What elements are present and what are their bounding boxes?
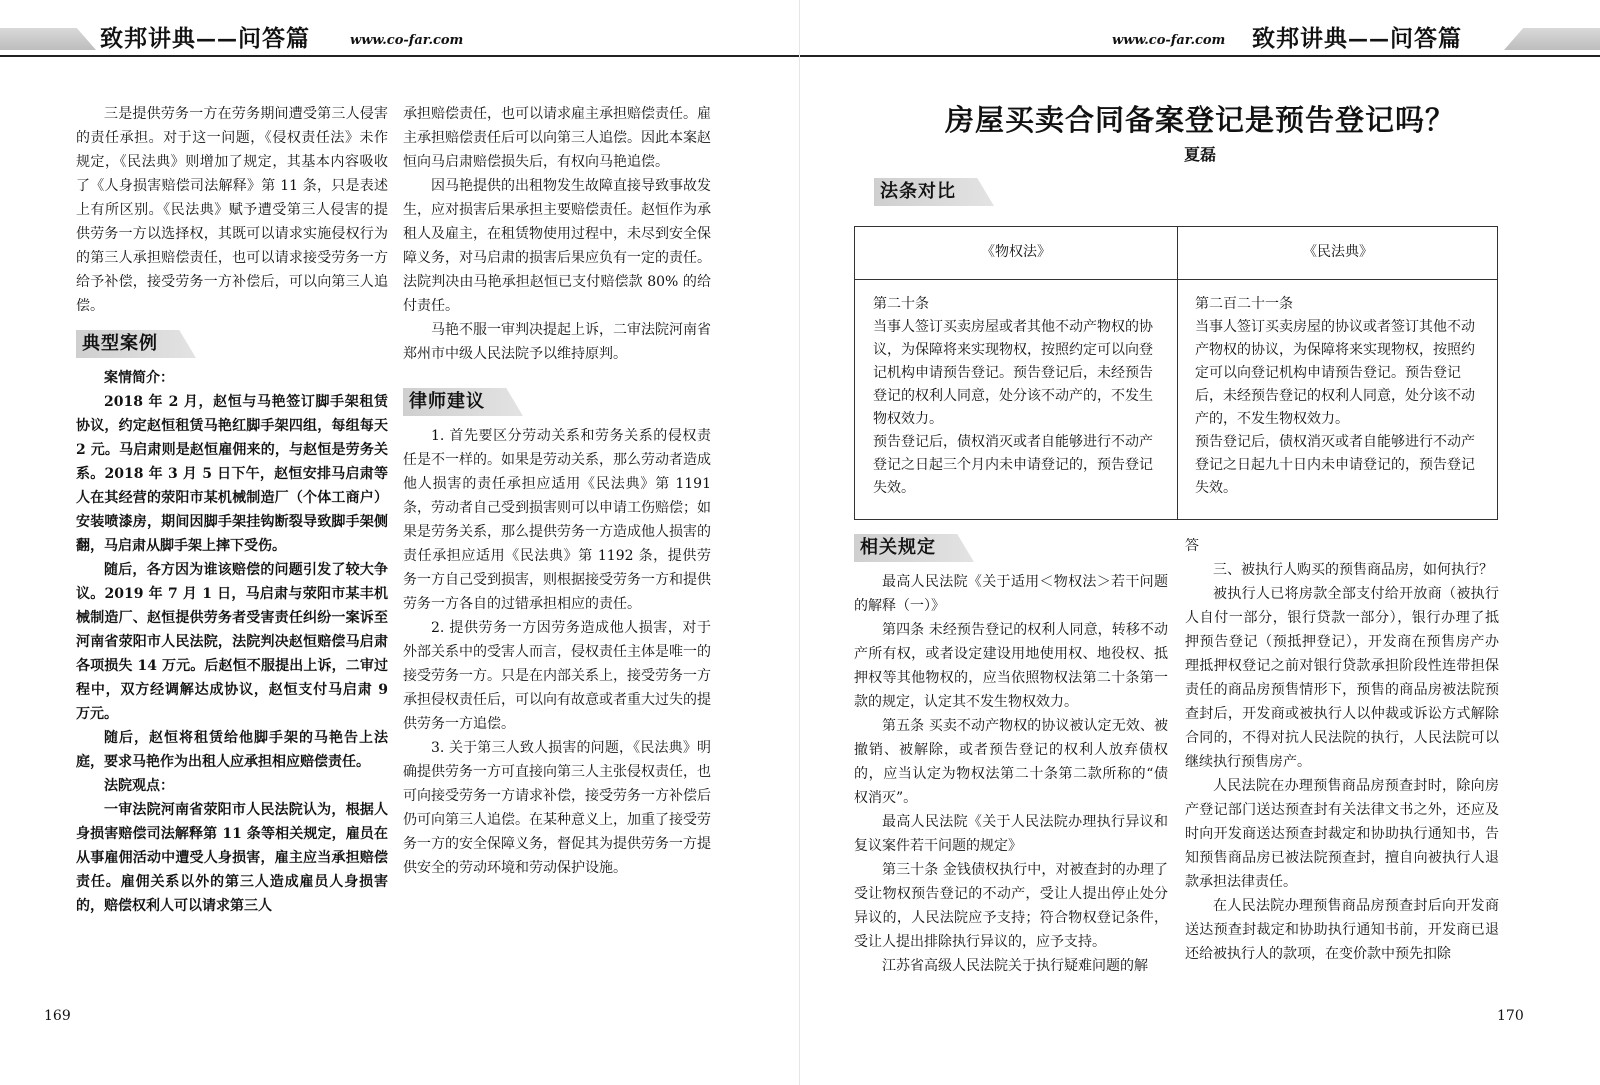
section-heading-related: 相关规定 — [854, 534, 974, 562]
paragraph: 在人民法院办理预售商品房预查封后向开发商送达预查封裁定和协助执行通知书前，开发商已退还给被执行人的款项，在变价款中预先扣除 — [1185, 898, 1499, 962]
paragraph: 随后，赵恒将租赁给他脚手架的马艳告上法庭，要求马艳作为出租人应承担相应赔偿责任。 — [76, 730, 388, 770]
header-title: 致邦讲典——问答篇 — [100, 26, 310, 52]
paragraph: 马艳不服一审判决提起上诉，二审法院河南省郑州市中级人民法院予以维持原判。 — [403, 322, 711, 362]
section-heading-compare: 法条对比 — [874, 178, 994, 206]
right-page — [800, 0, 1600, 1085]
right-column-2 — [1185, 534, 1499, 966]
paragraph: 答 — [1185, 538, 1199, 554]
paragraph: 最高人民法院《关于适用＜物权法＞若干问题的解释（一）》 — [854, 574, 1168, 614]
paragraph: 3. 关于第三人致人损害的问题，《民法典》明确提供劳务一方可直接向第三人主张侵权责任，也可向接受劳务一方请求补偿，接受劳务一方补偿后仍可向第三人追偿。在某种意义上，加重了接受劳务一方的安全保障义务，督促其为提供劳务一方提供安全的劳动环境和劳动保护设施。 — [403, 740, 711, 876]
paragraph: 第四条 未经预告登记的权利人同意，转移不动产所有权，或者设定建设用地使用权、地役权、抵押权等其他物权的，应当依照物权法第二十条第一款的规定，认定其不发生物权效力。 — [854, 622, 1168, 710]
paragraph: 因马艳提供的出租物发生故障直接导致事故发生，应对损害后果承担主要赔偿责任。赵恒作为承租人及雇主，在租赁物使用过程中，未尽到安全保障义务，对马启肃的损害后果应负有一定的责任。法院判决由马艳承担赵恒已支付赔偿款 80% 的给付责任。 — [403, 178, 711, 314]
section-heading-advice: 律师建议 — [403, 388, 523, 416]
page-number: 169 — [44, 1008, 71, 1024]
section-heading-compare-wrap — [874, 178, 1074, 206]
paragraph: 2. 提供劳务一方因劳务造成他人损害，对于外部关系中的受害人而言，侵权责任主体是唯一的接受劳务一方。只是在内部关系上，接受劳务一方承担侵权责任后，可以向有故意或者重大过失的提供劳务一方追偿。 — [403, 620, 711, 732]
article-author: 夏磊 — [1183, 145, 1216, 164]
table-cell-left: 第二十条 当事人签订买卖房屋或者其他不动产物权的协议，为保障将来实现物权，按照约定可以向登记机构申请预告登记。预告登记后，未经预告登记的权利人同意，处分该不动产的，不发生物权效力。 预告登记后，债权消灭或者自能够进行不动产登记之日起三个月内未申请登记的，预告登记失效。 — [873, 296, 1153, 496]
paragraph: 第五条 买卖不动产物权的协议被认定无效、被撤销、被解除，或者预告登记的权利人放弃债权的，应当认定为物权法第二十条第二款所称的“债权消灭”。 — [854, 718, 1168, 806]
header-band — [0, 28, 96, 50]
paragraph: 承担赔偿责任，也可以请求雇主承担赔偿责任。雇主承担赔偿责任后可以向第三人追偿。因此本案赵恒向马启肃赔偿损失后，有权向马艳追偿。 — [403, 106, 711, 170]
header-rule — [800, 55, 1600, 57]
article-title: 房屋买卖合同备案登记是预告登记吗？ — [944, 103, 1455, 137]
header-url: www.co-far.com — [350, 33, 464, 48]
header-band — [1504, 28, 1600, 50]
header-title: 致邦讲典——问答篇 — [1252, 26, 1462, 52]
left-column-1 — [76, 102, 388, 918]
section-heading-cases: 典型案例 — [76, 330, 196, 358]
right-column-1 — [854, 528, 1168, 978]
paragraph: 随后，各方因为谁该赔偿的问题引发了较大争议。2019 年 7 月 1 日，马启肃与荥阳市某丰机械制造厂、赵恒提供劳务者受害责任纠纷一案诉至河南省荥阳市人民法院，法院判决赵恒赔偿马启肃各项损失 14 万元。后赵恒不服提出上诉，二审过程中，双方经调解达成协议，赵恒支付马启肃 9 万元。 — [76, 562, 388, 722]
law-comparison-table — [854, 226, 1498, 520]
header-rule — [0, 55, 800, 57]
table-cell-right: 第二百二十一条 当事人签订买卖房屋的协议或者签订其他不动产物权的协议，为保障将来实现物权，按照约定可以向登记机构申请预告登记。预告登记后，未经预告登记的权利人同意，处分该不动产的，不发生物权效力。 预告登记后，债权消灭或者自能够进行不动产登记之日起九十日内未申请登记的，预告登记失效。 — [1195, 296, 1475, 496]
paragraph: 三、被执行人购买的预售商品房，如何执行？ — [1213, 562, 1493, 578]
paragraph: 一审法院河南省荥阳市人民法院认为，根据人身损害赔偿司法解释第 11 条等相关规定，雇员在从事雇佣活动中遭受人身损害，雇主应当承担赔偿责任。雇佣关系以外的第三人造成雇员人身损害的，赔偿权利人可以请求第三人 — [76, 802, 388, 914]
case-intro-label: 案情简介： — [104, 370, 174, 386]
paragraph: 人民法院在办理预售商品房预查封时，除向房产登记部门送达预查封有关法律文书之外，还应及时向开发商送达预查封裁定和协助执行通知书，告知预售商品房已被法院预查封，擅自向被执行人退款承担法律责任。 — [1185, 778, 1499, 890]
paragraph: 1. 首先要区分劳动关系和劳务关系的侵权责任是不一样的。如果是劳动关系，那么劳动者造成他人损害的责任承担应适用《民法典》第 1191 条，劳动者自己受到损害则可以申请工伤赔偿；如果是劳务关系，那么提供劳务一方造成他人损害的责任承担应适用《民法典》第 1192 条，提供劳务一方自己受到损害，则根据接受劳务一方和提供劳务一方各自的过错承担相应的责任。 — [403, 428, 711, 612]
table-header-right: 《民法典》 — [1303, 244, 1373, 260]
left-column-2 — [403, 102, 711, 880]
page-number: 170 — [1497, 1008, 1524, 1024]
paragraph: 最高人民法院《关于人民法院办理执行异议和复议案件若干问题的规定》 — [854, 814, 1168, 854]
paragraph: 被执行人已将房款全部支付给开放商（被执行人自付一部分，银行贷款一部分），银行办理了抵押预告登记（预抵押登记），开发商在预售房产办理抵押权登记之前对银行贷款承担阶段性连带担保责任的商品房预售情形下，预售的商品房被法院预查封后，开发商或被执行人以仲裁或诉讼方式解除合同的，不得对抗人民法院的执行，人民法院可以继续执行预售房产。 — [1185, 586, 1499, 770]
paragraph: 江苏省高级人民法院关于执行疑难问题的解 — [882, 958, 1148, 974]
paragraph: 三是提供劳务一方在劳务期间遭受第三人侵害的责任承担。对于这一问题，《侵权责任法》未作规定，《民法典》则增加了规定，其基本内容吸收了《人身损害赔偿司法解释》第 11 条，只是表述上有所区别。《民法典》赋予遭受第三人侵害的提供劳务一方以选择权，其既可以请求实施侵权行为的第三人承担赔偿责任，也可以请求接受劳务一方给予补偿，接受劳务一方补偿后，可以向第三人追偿。 — [76, 106, 388, 314]
paragraph: 第三十条 金钱债权执行中，对被查封的办理了受让物权预告登记的不动产，受让人提出停止处分异议的，人民法院应予支持；符合物权登记条件，受让人提出排除执行异议的，应予支持。 — [854, 862, 1168, 950]
header-url: www.co-far.com — [1112, 33, 1226, 48]
table-header-left: 《物权法》 — [981, 244, 1051, 260]
court-label: 法院观点： — [104, 778, 174, 794]
paragraph: 2018 年 2 月，赵恒与马艳签订脚手架租赁协议，约定赵恒租赁马艳红脚手架四组，每组每天 2 元。马启肃则是赵恒雇佣来的，与赵恒是劳务关系。2018 年 3 月 5 日下午，赵恒安排马启肃等人在其经营的荥阳市某机械制造厂（个体工商户）安装喷漆房，期间因脚手架挂钩断裂导致脚手架侧翻，马启肃从脚手架上摔下受伤。 — [76, 394, 388, 554]
